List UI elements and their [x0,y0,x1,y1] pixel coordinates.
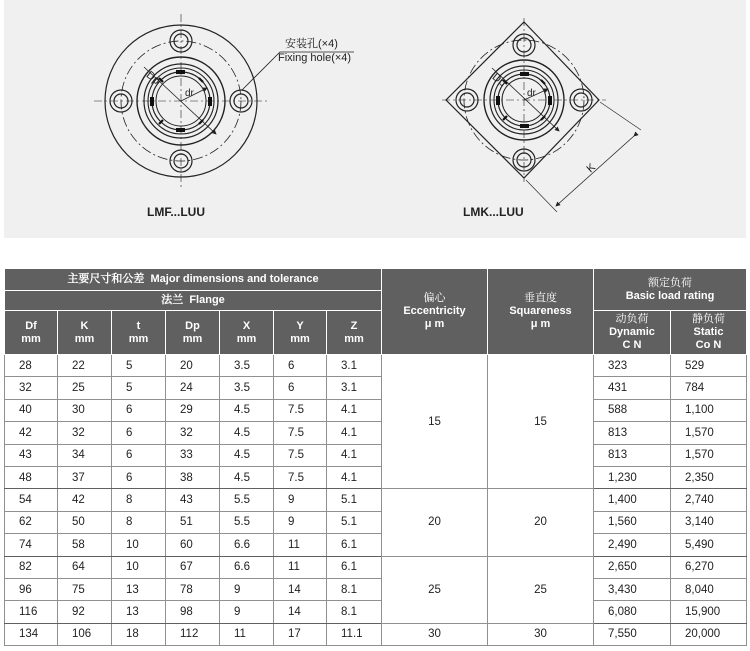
label-dr-square: dr [527,88,536,99]
cell-t: 6 [112,466,166,488]
cell-squareness: 15 [488,355,594,489]
table-row [5,556,747,578]
label-k: K [584,161,598,176]
cell-df: 40 [5,399,58,421]
cell-y: 11 [274,534,327,556]
cell-dp: 112 [166,623,220,645]
squareness-header: 垂直度 Squareness μ m [488,269,594,355]
table-body [5,355,747,646]
cell-z: 6.1 [327,556,382,578]
cell-static: 20,000 [671,623,747,645]
model-label-lmf: LMF...LUU [147,205,205,219]
cell-z: 8.1 [327,578,382,600]
cell-static: 1,570 [671,422,747,444]
load-rating-header: 额定负荷 Basic load rating [594,269,747,311]
cell-dynamic: 2,490 [594,534,671,556]
model-label-lmk: LMK...LUU [463,205,524,219]
cell-static: 2,740 [671,489,747,511]
fixing-hole-label-en: Fixing hole(×4) [278,52,352,64]
table-row [5,511,747,533]
cell-eccentricity: 20 [382,489,488,556]
cell-y: 14 [274,578,327,600]
cell-x: 5.5 [220,511,274,533]
col-dp: Dp mm [166,311,220,355]
cell-k: 42 [58,489,112,511]
cell-dynamic: 813 [594,422,671,444]
cell-t: 10 [112,556,166,578]
cell-x: 9 [220,601,274,623]
cell-z: 3.1 [327,355,382,377]
col-t: t mm [112,311,166,355]
cell-y: 7.5 [274,444,327,466]
cell-static: 6,270 [671,556,747,578]
cell-y: 6 [274,355,327,377]
cell-z: 4.1 [327,422,382,444]
cell-z: 5.1 [327,511,382,533]
square-flange-drawing [442,18,641,212]
cell-z: 6.1 [327,534,382,556]
cell-z: 4.1 [327,444,382,466]
cell-df: 54 [5,489,58,511]
cell-dynamic: 7,550 [594,623,671,645]
table-row [5,578,747,600]
cell-z: 11.1 [327,623,382,645]
cell-z: 4.1 [327,466,382,488]
cell-t: 10 [112,534,166,556]
cell-k: 22 [58,355,112,377]
cell-k: 50 [58,511,112,533]
cell-t: 13 [112,601,166,623]
cell-x: 9 [220,578,274,600]
cell-k: 32 [58,422,112,444]
cell-dp: 32 [166,422,220,444]
cell-t: 6 [112,444,166,466]
bearing-drawings [4,0,746,238]
label-dp-square: Dp [489,70,509,90]
table-row [5,355,747,377]
cell-static: 15,900 [671,601,747,623]
cell-t: 8 [112,489,166,511]
cell-dp: 20 [166,355,220,377]
cell-y: 7.5 [274,422,327,444]
cell-squareness: 30 [488,623,594,645]
cell-static: 1,570 [671,444,747,466]
cell-x: 4.5 [220,466,274,488]
cell-dynamic: 588 [594,399,671,421]
cell-df: 43 [5,444,58,466]
cell-k: 34 [58,444,112,466]
cell-dp: 51 [166,511,220,533]
cell-dynamic: 813 [594,444,671,466]
cell-x: 11 [220,623,274,645]
cell-static: 784 [671,377,747,399]
cell-t: 5 [112,377,166,399]
dimension-table [4,268,747,646]
cell-z: 5.1 [327,489,382,511]
cell-y: 9 [274,511,327,533]
cell-k: 37 [58,466,112,488]
cell-df: 74 [5,534,58,556]
col-x: X mm [220,311,274,355]
cell-dp: 67 [166,556,220,578]
cell-dp: 29 [166,399,220,421]
cell-dynamic: 3,430 [594,578,671,600]
cell-k: 58 [58,534,112,556]
cell-df: 32 [5,377,58,399]
cell-df: 48 [5,466,58,488]
cell-t: 6 [112,422,166,444]
col-static: 静负荷 Static Co N [671,311,747,355]
flange-header: 法兰 Flange [5,291,382,311]
cell-y: 17 [274,623,327,645]
cell-t: 8 [112,511,166,533]
cell-x: 6.6 [220,556,274,578]
cell-dp: 60 [166,534,220,556]
cell-df: 28 [5,355,58,377]
cell-y: 14 [274,601,327,623]
table-row [5,489,747,511]
eccentricity-header: 偏心 Eccentricity μ m [382,269,488,355]
table-row [5,399,747,421]
cell-y: 6 [274,377,327,399]
cell-dp: 38 [166,466,220,488]
cell-squareness: 20 [488,489,594,556]
cell-dynamic: 431 [594,377,671,399]
cell-y: 11 [274,556,327,578]
table-row [5,422,747,444]
label-dp: Dp [143,68,163,88]
cell-x: 3.5 [220,377,274,399]
cell-x: 4.5 [220,444,274,466]
col-k: K mm [58,311,112,355]
cell-z: 8.1 [327,601,382,623]
major-dimensions-header: 主要尺寸和公差 Major dimensions and tolerance [5,269,382,291]
table-row [5,534,747,556]
cell-k: 106 [58,623,112,645]
cell-dp: 24 [166,377,220,399]
table-row [5,444,747,466]
cell-static: 3,140 [671,511,747,533]
col-dynamic: 动负荷 Dynamic C N [594,311,671,355]
col-y: Y mm [274,311,327,355]
cell-k: 92 [58,601,112,623]
cell-k: 30 [58,399,112,421]
cell-x: 4.5 [220,399,274,421]
table-row [5,601,747,623]
cell-dynamic: 1,560 [594,511,671,533]
cell-t: 5 [112,355,166,377]
cell-x: 5.5 [220,489,274,511]
label-dr: dr [185,88,194,99]
cell-static: 8,040 [671,578,747,600]
cell-dp: 78 [166,578,220,600]
fixing-hole-label-cn: 安装孔(×4) [285,38,338,50]
cell-y: 7.5 [274,399,327,421]
cell-static: 5,490 [671,534,747,556]
cell-dp: 33 [166,444,220,466]
cell-z: 4.1 [327,399,382,421]
table-header [5,269,747,355]
cell-t: 6 [112,399,166,421]
cell-dynamic: 2,650 [594,556,671,578]
cell-x: 4.5 [220,422,274,444]
table-row [5,377,747,399]
cell-dp: 98 [166,601,220,623]
cell-df: 134 [5,623,58,645]
cell-k: 64 [58,556,112,578]
cell-dp: 43 [166,489,220,511]
cell-k: 25 [58,377,112,399]
cell-eccentricity: 15 [382,355,488,489]
cell-x: 3.5 [220,355,274,377]
cell-df: 116 [5,601,58,623]
cell-z: 3.1 [327,377,382,399]
cell-df: 96 [5,578,58,600]
cell-static: 2,350 [671,466,747,488]
table-row [5,623,747,645]
cell-static: 529 [671,355,747,377]
cell-dynamic: 323 [594,355,671,377]
cell-t: 13 [112,578,166,600]
cell-eccentricity: 30 [382,623,488,645]
cell-dynamic: 1,400 [594,489,671,511]
cell-dynamic: 1,230 [594,466,671,488]
cell-y: 7.5 [274,466,327,488]
col-df: Df mm [5,311,58,355]
cell-t: 18 [112,623,166,645]
cell-squareness: 25 [488,556,594,623]
col-z: Z mm [327,311,382,355]
cell-eccentricity: 25 [382,556,488,623]
cell-k: 75 [58,578,112,600]
cell-dynamic: 6,080 [594,601,671,623]
cell-x: 6.6 [220,534,274,556]
cell-y: 9 [274,489,327,511]
cell-df: 62 [5,511,58,533]
technical-drawing-panel [4,0,746,238]
table-row [5,466,747,488]
cell-static: 1,100 [671,399,747,421]
cell-df: 42 [5,422,58,444]
cell-df: 82 [5,556,58,578]
